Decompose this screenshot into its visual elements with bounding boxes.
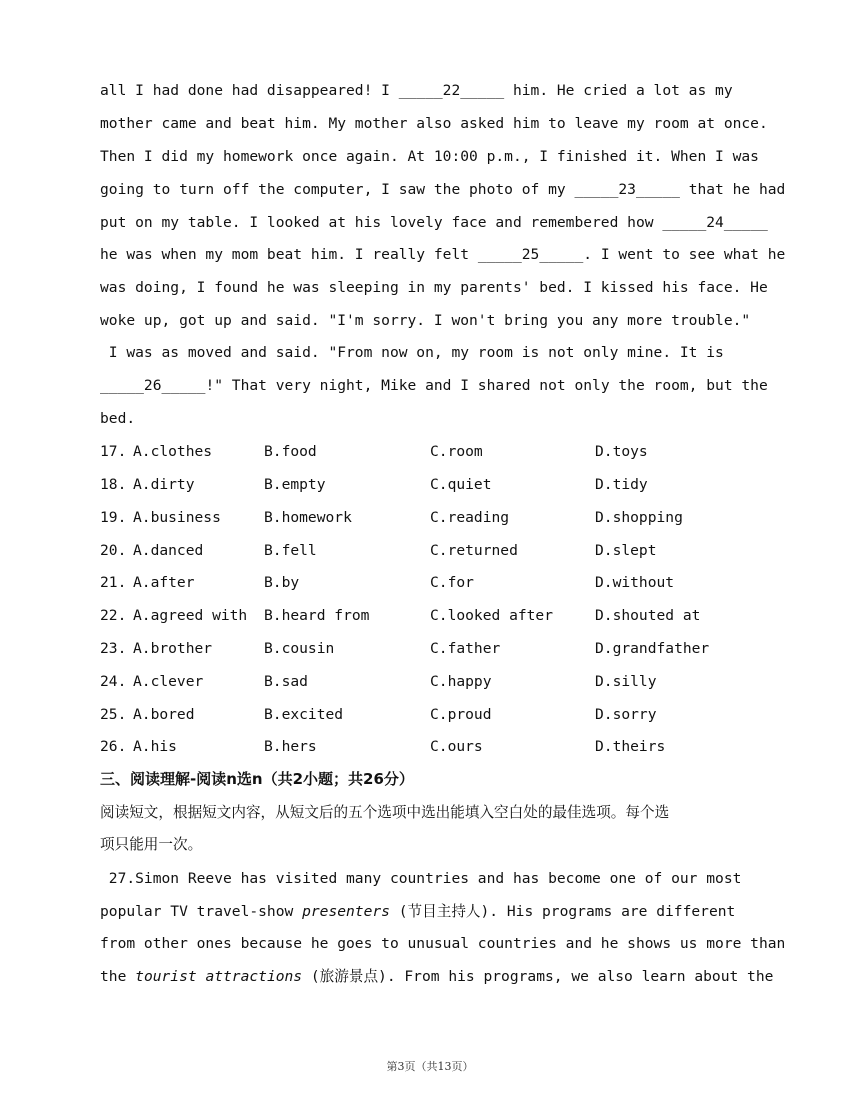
option-b: B.fell bbox=[264, 542, 317, 559]
passage-line-5: put on my table. I looked at his lovely face and remembered how _____24_____ bbox=[100, 214, 768, 231]
passage27-line-1: 27.Simon Reeve has visited many countries and has become one of our most bbox=[100, 870, 742, 887]
question-19 bbox=[100, 507, 683, 529]
option-c: C.father bbox=[430, 640, 501, 657]
question-25 bbox=[100, 704, 657, 726]
option-c: C.ours bbox=[430, 738, 483, 755]
passage-line-9: I was as moved and said. "From now on, my room is not only mine. It is bbox=[100, 344, 724, 361]
passage-line-6: he was when my mom beat him. I really felt _____25_____. I went to see what he bbox=[100, 246, 786, 263]
passage27-line-2: popular TV travel-show presenters (节目主持人). His programs are different bbox=[100, 903, 736, 920]
option-c: C.room bbox=[430, 443, 483, 460]
question-number: 21. bbox=[100, 574, 127, 591]
option-b: B.food bbox=[264, 443, 317, 460]
passage-line-2: mother came and beat him. My mother also asked him to leave my room at once. bbox=[100, 115, 768, 132]
question-number: 19. bbox=[100, 509, 127, 526]
question-21 bbox=[100, 572, 675, 594]
option-b: B.heard from bbox=[264, 607, 370, 624]
option-d: D.slept bbox=[595, 542, 657, 559]
option-d: D.tidy bbox=[595, 476, 648, 493]
option-d: D.shopping bbox=[595, 509, 683, 526]
blank-26: _____26_____ bbox=[100, 377, 206, 394]
option-c: C.proud bbox=[430, 706, 492, 723]
option-d: D.grandfather bbox=[595, 640, 710, 657]
option-b: B.excited bbox=[264, 706, 344, 723]
option-a: A.agreed with bbox=[133, 607, 248, 624]
option-c: C.returned bbox=[430, 542, 518, 559]
option-c: C.quiet bbox=[430, 476, 492, 493]
passage27-line-4: the tourist attractions (旅游景点). From his programs, we also learn about the bbox=[100, 968, 774, 985]
passage-line-10: _____26_____!" That very night, Mike and I shared not only the room, but the bbox=[100, 377, 768, 394]
question-20 bbox=[100, 540, 657, 562]
blank-24: _____24_____ bbox=[662, 214, 768, 231]
option-d: D.without bbox=[595, 574, 675, 591]
passage-line-7: was doing, I found he was sleeping in my parents' bed. I kissed his face. He bbox=[100, 279, 768, 296]
tourist-attractions-term: tourist attractions bbox=[135, 968, 303, 985]
question-24 bbox=[100, 671, 657, 693]
blank-23: _____23_____ bbox=[574, 181, 680, 198]
passage27-line-3: from other ones because he goes to unusual countries and he shows us more than bbox=[100, 935, 786, 952]
option-a: A.business bbox=[133, 509, 221, 526]
passage-line-11: bed. bbox=[100, 410, 136, 427]
question-26 bbox=[100, 736, 666, 758]
option-a: A.clever bbox=[133, 673, 204, 690]
question-17 bbox=[100, 441, 648, 463]
option-d: D.sorry bbox=[595, 706, 657, 723]
passage-line-4: going to turn off the computer, I saw the photo of my _____23_____ that he had bbox=[100, 181, 786, 198]
option-b: B.sad bbox=[264, 673, 308, 690]
presenters-term: presenters bbox=[302, 903, 390, 920]
option-a: A.clothes bbox=[133, 443, 213, 460]
option-a: A.brother bbox=[133, 640, 213, 657]
option-b: B.hers bbox=[264, 738, 317, 755]
option-a: A.dirty bbox=[133, 476, 195, 493]
question-number: 25. bbox=[100, 706, 127, 723]
question-number: 23. bbox=[100, 640, 127, 657]
question-number: 26. bbox=[100, 738, 127, 755]
blank-22: _____22_____ bbox=[398, 82, 505, 99]
option-d: D.shouted at bbox=[595, 607, 701, 624]
option-c: C.for bbox=[430, 574, 474, 591]
option-b: B.homework bbox=[264, 509, 352, 526]
page-footer: 第3页（共13页） bbox=[386, 1060, 474, 1073]
passage-line-3: Then I did my homework once again. At 10:00 p.m., I finished it. When I was bbox=[100, 148, 759, 165]
section-instructions-line-1: 阅读短文，根据短文内容，从短文后的五个选项中选出能填入空白处的最佳选项。每个选 bbox=[100, 804, 670, 821]
option-b: B.by bbox=[264, 574, 300, 591]
question-18 bbox=[100, 474, 648, 496]
option-a: A.danced bbox=[133, 542, 204, 559]
question-number: 24. bbox=[100, 673, 127, 690]
option-c: C.reading bbox=[430, 509, 510, 526]
option-a: A.his bbox=[133, 738, 177, 755]
option-b: B.empty bbox=[264, 476, 326, 493]
passage-line-8: woke up, got up and said. "I'm sorry. I won't bring you any more trouble." bbox=[100, 312, 751, 329]
question-22 bbox=[100, 605, 701, 627]
question-number: 22. bbox=[100, 607, 127, 624]
question-number: 17. bbox=[100, 443, 127, 460]
question-number: 18. bbox=[100, 476, 127, 493]
section-instructions-line-2: 项只能用一次。 bbox=[100, 836, 203, 853]
option-d: D.silly bbox=[595, 673, 657, 690]
option-d: D.toys bbox=[595, 443, 648, 460]
passage-line-1: all I had done had disappeared! I _____22_____ him. He cried a lot as my bbox=[100, 82, 733, 99]
option-b: B.cousin bbox=[264, 640, 335, 657]
question-number: 20. bbox=[100, 542, 127, 559]
option-a: A.bored bbox=[133, 706, 195, 723]
option-d: D.theirs bbox=[595, 738, 666, 755]
question-23 bbox=[100, 638, 710, 660]
option-a: A.after bbox=[133, 574, 195, 591]
section-heading: 三、阅读理解-阅读n选n（共2小题；共26分） bbox=[100, 770, 414, 788]
blank-25: _____25_____ bbox=[477, 246, 584, 263]
option-c: C.happy bbox=[430, 673, 492, 690]
option-c: C.looked after bbox=[430, 607, 554, 624]
